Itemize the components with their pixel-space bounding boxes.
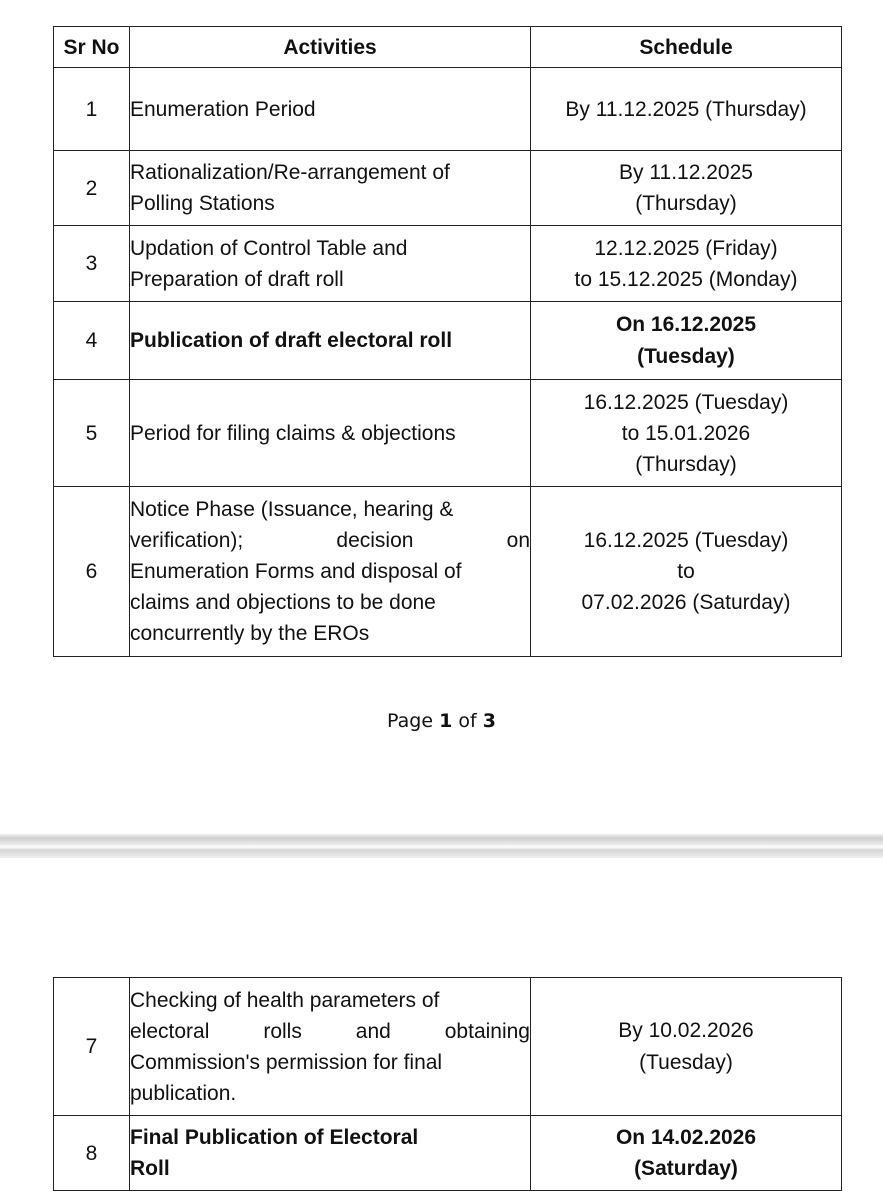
schedule-line: (Thursday) xyxy=(635,452,737,476)
row-5-sr: 5 xyxy=(54,380,130,487)
schedule-line: By 11.12.2025 (Thursday) xyxy=(565,97,807,121)
page-break-divider xyxy=(0,834,883,858)
schedule-line: to 15.12.2025 (Monday) xyxy=(574,267,798,291)
activity-line: Updation of Control Table and xyxy=(130,236,408,260)
activity-line: Roll xyxy=(130,1157,170,1180)
row-5-schedule xyxy=(531,380,842,487)
schedule-line: By 10.02.2026 xyxy=(618,1018,754,1042)
row-3-activity xyxy=(130,226,531,302)
schedule-line: (Tuesday) xyxy=(637,344,735,368)
row-1-activity xyxy=(130,68,531,151)
row-8-schedule xyxy=(531,1116,842,1191)
activity-line: concurrently by the EROs xyxy=(130,622,370,645)
activity-line: Rationalization/Re-arrangement of xyxy=(130,161,450,184)
table-header-row xyxy=(54,27,842,68)
row-4-sr: 4 xyxy=(54,302,130,380)
row-2-sr: 2 xyxy=(54,151,130,226)
activity-line: Publication of draft electoral roll xyxy=(130,329,453,352)
activity-line: Notice Phase (Issuance, hearing & xyxy=(130,498,454,521)
row-5-activity xyxy=(130,380,531,487)
activity-line: electoral rolls and obtaining xyxy=(130,1019,530,1043)
activity-line: verification); decision on xyxy=(130,529,530,552)
table-row xyxy=(54,1116,842,1191)
activity-line: publication. xyxy=(130,1081,237,1105)
schedule-line: to 15.01.2026 xyxy=(621,421,751,445)
table-row xyxy=(54,302,842,380)
schedule-line: By 11.12.2025 xyxy=(619,161,753,184)
activity-line: Final Publication of Electoral xyxy=(130,1126,419,1149)
activity-line: Period for filing claims & objections xyxy=(130,421,456,445)
table-row xyxy=(54,226,842,302)
row-2-activity xyxy=(130,151,531,226)
row-4-activity xyxy=(130,302,531,380)
schedule-line: 16.12.2025 (Tuesday) xyxy=(583,390,789,414)
table-row xyxy=(54,487,842,657)
schedule-line: 16.12.2025 (Tuesday) xyxy=(583,529,789,552)
schedule-line: (Thursday) xyxy=(635,192,737,215)
schedule-line: (Saturday) xyxy=(634,1157,738,1180)
row-1-schedule xyxy=(531,68,842,151)
schedule-line: 12.12.2025 (Friday) xyxy=(594,236,778,260)
row-7-sr: 7 xyxy=(54,978,130,1116)
row-3-sr: 3 xyxy=(54,226,130,302)
row-7-activity xyxy=(130,978,531,1116)
of-word: of xyxy=(458,710,477,732)
schedule-line: On 16.12.2025 xyxy=(615,312,757,336)
header-activities: Activities xyxy=(130,27,531,68)
row-8-sr: 8 xyxy=(54,1116,130,1191)
activity-line: claims and objections to be done xyxy=(130,591,436,614)
schedule-line: (Tuesday) xyxy=(639,1050,733,1074)
row-3-schedule xyxy=(531,226,842,302)
schedule-table-page-1 xyxy=(53,26,842,657)
row-6-sr: 6 xyxy=(54,487,130,657)
table-row xyxy=(54,68,842,151)
row-4-schedule xyxy=(531,302,842,380)
activity-line: Enumeration Forms and disposal of xyxy=(130,560,462,583)
row-1-sr: 1 xyxy=(54,68,130,151)
page-current: 1 xyxy=(439,710,453,732)
table-row xyxy=(54,151,842,226)
activity-line: Checking of health parameters of xyxy=(130,988,440,1012)
schedule-line: On 14.02.2026 xyxy=(615,1126,757,1149)
row-6-schedule xyxy=(531,487,842,657)
row-6-activity xyxy=(130,487,531,657)
page-total: 3 xyxy=(482,710,496,732)
activity-line: Preparation of draft roll xyxy=(130,267,344,291)
row-2-schedule xyxy=(531,151,842,226)
schedule-line: to xyxy=(677,560,695,583)
table-row xyxy=(54,978,842,1116)
activity-line: Polling Stations xyxy=(130,192,275,215)
activity-line: Commission's permission for final xyxy=(130,1050,443,1074)
activity-line: Enumeration Period xyxy=(130,97,316,121)
header-sr-no: Sr No xyxy=(54,27,130,68)
page-number-footer xyxy=(0,710,883,732)
page-word: Page xyxy=(387,710,434,732)
row-7-schedule xyxy=(531,978,842,1116)
schedule-table-page-2 xyxy=(53,977,842,1191)
row-8-activity xyxy=(130,1116,531,1191)
table-row xyxy=(54,380,842,487)
schedule-line: 07.02.2026 (Saturday) xyxy=(581,591,791,614)
header-schedule: Schedule xyxy=(531,27,842,68)
